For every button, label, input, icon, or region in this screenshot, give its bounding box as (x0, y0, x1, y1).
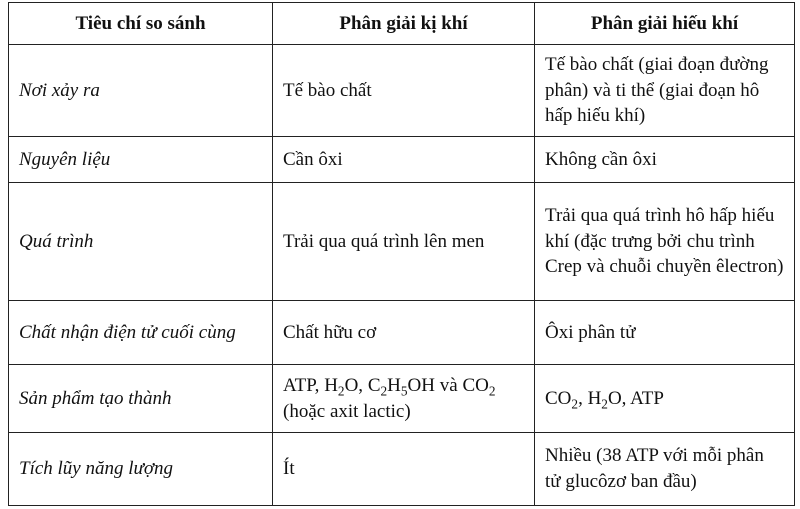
product-alternative: (hoặc axit lactic) (283, 400, 411, 422)
formula-part: H (387, 374, 401, 396)
formula-part: H (587, 387, 602, 409)
criterion-cell: Quá trình (9, 183, 273, 301)
aerobic-cell: Không cần ôxi (535, 137, 795, 183)
header-row (9, 3, 795, 45)
formula-subscript: 2 (488, 383, 496, 399)
comparison-table (8, 2, 795, 506)
aerobic-cell: Nhiều (38 ATP với mỗi phân tử glucôzơ ban đầu) (535, 433, 795, 506)
criterion-cell: Nơi xảy ra (9, 45, 273, 137)
formula-subscript: 2 (380, 383, 388, 399)
table-row (9, 45, 795, 137)
formula-h2o (587, 387, 627, 412)
table-row (9, 301, 795, 365)
formula-h2o (324, 374, 364, 399)
formula-subscript: 2 (571, 396, 579, 412)
formula-part: H (324, 374, 338, 396)
anaerobic-cell: Ít (273, 433, 535, 506)
header-criterion: Tiêu chí so sánh (9, 3, 273, 45)
table-row (9, 365, 795, 433)
criterion-cell: Chất nhận điện tử cuối cùng (9, 301, 273, 365)
header-anaerobic: Phân giải kị khí (273, 3, 535, 45)
table-row (9, 137, 795, 183)
aerobic-cell: Tế bào chất (giai đoạn đường phân) và ti thể (giai đoạn hô hấp hiếu khí) (535, 45, 795, 137)
anaerobic-cell: Trải qua quá trình lên men (273, 183, 535, 301)
formula-part: CO (545, 387, 572, 409)
anaerobic-cell: Tế bào chất (273, 45, 535, 137)
product-atp: ATP, (283, 374, 320, 396)
conjunction: và (439, 374, 458, 396)
anaerobic-cell: Chất hữu cơ (273, 301, 535, 365)
anaerobic-products-cell (273, 365, 535, 433)
formula-co2 (462, 374, 496, 399)
header-aerobic: Phân giải hiếu khí (535, 3, 795, 45)
criterion-cell: Nguyên liệu (9, 137, 273, 183)
aerobic-cell: Trải qua quá trình hô hấp hiếu khí (đặc trưng bởi chu trình Crep và chuỗi chuyền êlectron) (535, 183, 795, 301)
formula-co2 (545, 387, 579, 412)
formula-part: C (367, 374, 381, 396)
formula-ethanol (367, 374, 435, 399)
anaerobic-cell: Cần ôxi (273, 137, 535, 183)
aerobic-products-cell (535, 365, 795, 433)
criterion-cell: Tích lũy năng lượng (9, 433, 273, 506)
formula-part: O, (607, 387, 627, 409)
aerobic-cell: Ôxi phân tử (535, 301, 795, 365)
formula-part: CO (462, 374, 489, 396)
formula-part: O, (344, 374, 364, 396)
criterion-cell: Sản phẩm tạo thành (9, 365, 273, 433)
formula-subscript: 2 (337, 383, 345, 399)
formula-part: OH (407, 374, 435, 396)
separator: , (578, 387, 583, 409)
formula-subscript: 5 (400, 383, 408, 399)
product-atp: ATP (630, 387, 664, 409)
table-row (9, 183, 795, 301)
formula-subscript: 2 (601, 396, 608, 412)
table-row (9, 433, 795, 506)
